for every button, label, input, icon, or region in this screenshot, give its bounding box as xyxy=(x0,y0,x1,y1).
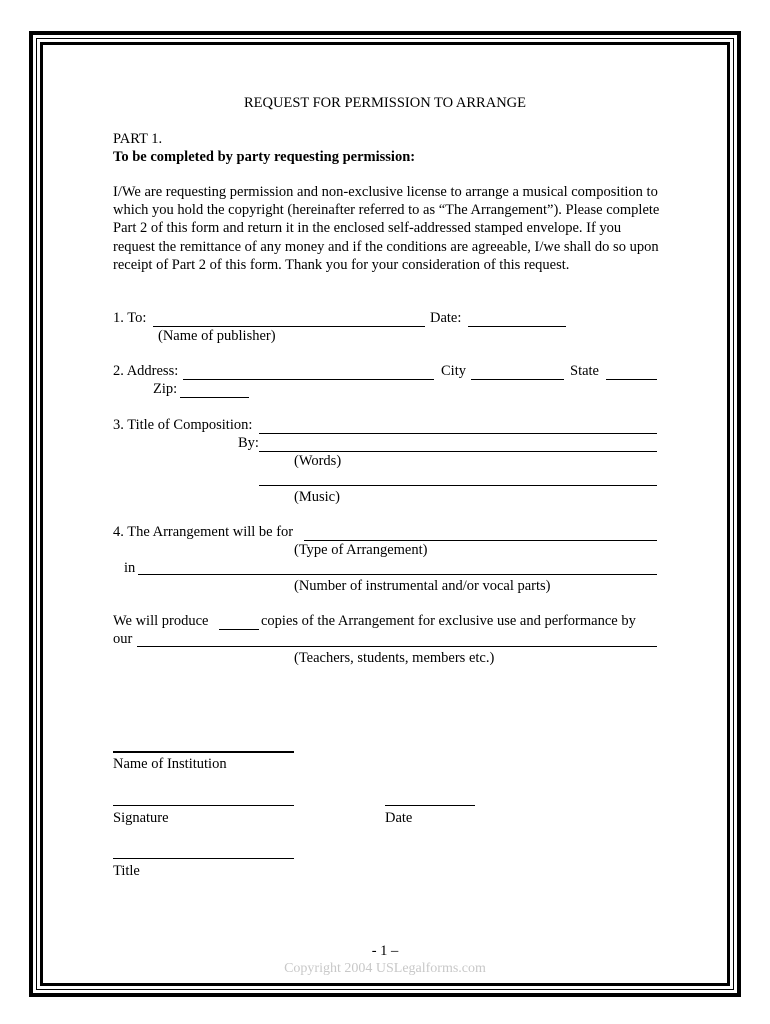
signature-date-label: Date xyxy=(385,810,413,826)
institution-label: Name of Institution xyxy=(113,756,227,772)
page-number: - 1 – xyxy=(371,943,399,959)
produce-text-start: We will produce xyxy=(113,613,209,629)
date-field[interactable] xyxy=(468,326,566,327)
intro-paragraph: I/We are requesting permission and non-exclusive license to arrange a musical composition to which you hold the copyright (hereinafter referred to as “The Arrangement”). Please complete Part 2 of this form and return it in the enclosed self-addressed stamped envelope. If you request the remittance of any money and if the conditions are agreeable, I/we shall do so upon receipt of Part 2 of this form. Thank you for your consideration of this request. xyxy=(113,184,660,273)
music-author-field[interactable] xyxy=(259,485,657,486)
publisher-caption: (Name of publisher) xyxy=(158,328,276,344)
our-label: our xyxy=(113,631,133,647)
city-field[interactable] xyxy=(471,379,564,380)
produce-text-end: copies of the Arrangement for exclusive use and performance by xyxy=(261,613,636,629)
parts-field[interactable] xyxy=(138,574,657,575)
signature-label: Signature xyxy=(113,810,169,826)
type-caption: (Type of Arrangement) xyxy=(294,542,428,558)
signature-date-field[interactable] xyxy=(385,805,475,806)
signature-field[interactable] xyxy=(113,805,294,806)
state-field[interactable] xyxy=(606,379,657,380)
state-label: State xyxy=(570,363,599,379)
performers-field[interactable] xyxy=(137,646,657,647)
copyright-watermark: Copyright 2004 USLegalforms.com xyxy=(284,961,486,976)
address-field[interactable] xyxy=(183,379,434,380)
zip-label: Zip: xyxy=(153,381,178,397)
document-title: REQUEST FOR PERMISSION TO ARRANGE xyxy=(244,95,526,111)
composition-title-field[interactable] xyxy=(259,433,657,434)
to-label: 1. To: xyxy=(113,310,147,326)
institution-field[interactable] xyxy=(113,751,294,753)
by-label: By: xyxy=(238,435,259,451)
parts-caption: (Number of instrumental and/or vocal parts) xyxy=(294,578,551,594)
title-label: Title xyxy=(113,863,140,879)
zip-field[interactable] xyxy=(180,397,249,398)
music-caption: (Music) xyxy=(294,489,340,505)
subheading: To be completed by party requesting permission: xyxy=(113,149,416,165)
copies-field[interactable] xyxy=(219,629,259,630)
date-label: Date: xyxy=(430,310,462,326)
composition-label: 3. Title of Composition: xyxy=(113,417,253,433)
arrangement-label: 4. The Arrangement will be for xyxy=(113,524,294,540)
part-heading: PART 1. xyxy=(113,131,163,147)
title-field[interactable] xyxy=(113,858,294,859)
words-caption: (Words) xyxy=(294,453,342,469)
teachers-caption: (Teachers, students, members etc.) xyxy=(294,650,495,666)
address-label: 2. Address: xyxy=(113,363,179,379)
in-label: in xyxy=(124,560,136,576)
city-label: City xyxy=(441,363,466,379)
